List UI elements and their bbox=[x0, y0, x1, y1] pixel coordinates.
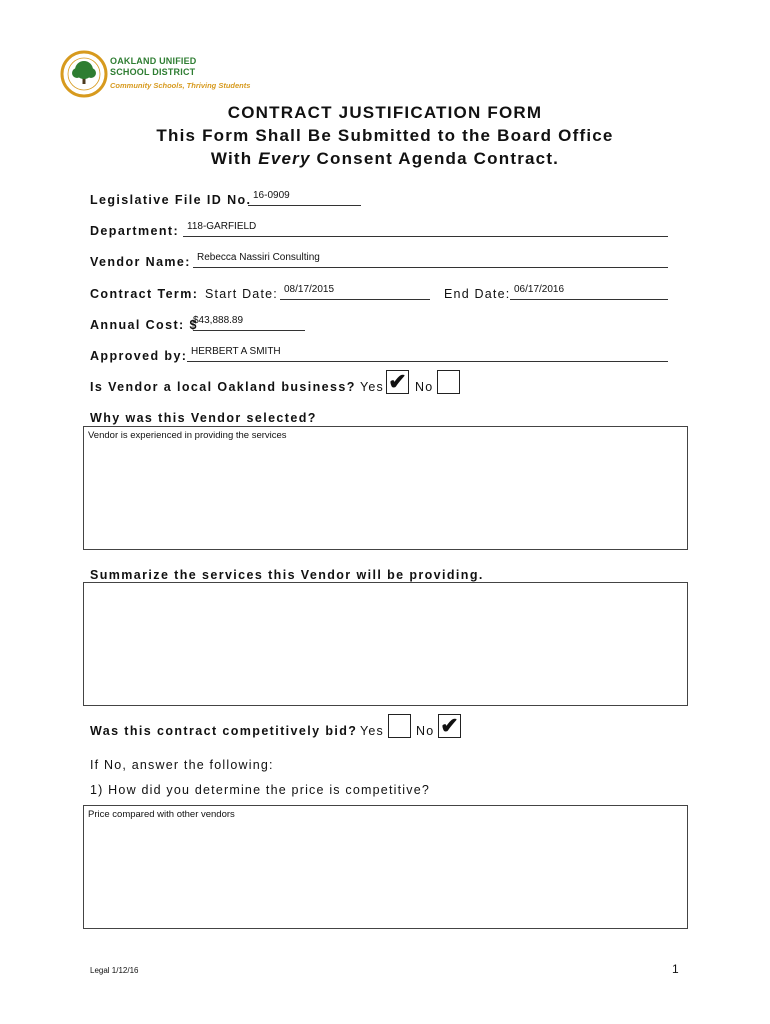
department-label: Department: bbox=[90, 224, 180, 238]
services-textbox[interactable] bbox=[83, 582, 688, 706]
annual-cost-underline bbox=[193, 330, 305, 331]
local-business-question: Is Vendor a local Oakland business? bbox=[90, 380, 356, 394]
price-competitive-textbox[interactable] bbox=[83, 805, 688, 929]
vendor-name-field[interactable]: Rebecca Nassiri Consulting bbox=[197, 252, 320, 263]
logo-tagline: Community Schools, Thriving Students bbox=[110, 81, 251, 90]
approved-by-underline bbox=[187, 361, 668, 362]
department-field[interactable]: 118-GARFIELD bbox=[187, 221, 257, 232]
form-title: CONTRACT JUSTIFICATION FORM bbox=[227, 103, 543, 122]
logo-name-line2: SCHOOL DISTRICT bbox=[110, 67, 196, 77]
legislative-file-underline bbox=[248, 205, 361, 206]
legislative-file-field[interactable]: 16-0909 bbox=[253, 190, 290, 201]
district-logo bbox=[60, 50, 260, 100]
footer-revision: Legal 1/12/16 bbox=[90, 966, 139, 975]
start-date-underline bbox=[280, 299, 430, 300]
competitive-bid-no-checkbox[interactable] bbox=[438, 714, 461, 738]
price-competitive-question: 1) How did you determine the price is competitive? bbox=[90, 783, 430, 797]
competitive-bid-yes-checkbox[interactable] bbox=[388, 714, 411, 738]
end-date-label: End Date: bbox=[444, 287, 511, 301]
local-business-no-label: No bbox=[415, 380, 434, 394]
competitive-bid-yes-label: Yes bbox=[360, 724, 384, 738]
check-icon: ✔ bbox=[440, 713, 459, 738]
local-business-yes-checkbox[interactable] bbox=[386, 370, 409, 394]
district-seal-icon bbox=[60, 50, 108, 98]
services-question: Summarize the services this Vendor will be providing. bbox=[90, 568, 484, 582]
why-selected-textbox[interactable] bbox=[83, 426, 688, 550]
vendor-name-label: Vendor Name: bbox=[90, 255, 191, 269]
start-date-field[interactable]: 08/17/2015 bbox=[284, 284, 335, 295]
annual-cost-field[interactable]: $43,888.89 bbox=[193, 315, 244, 326]
approved-by-field[interactable]: HERBERT A SMITH bbox=[191, 346, 281, 357]
form-subtitle-1: This Form Shall Be Submitted to the Board Office bbox=[156, 126, 614, 145]
local-business-yes-label: Yes bbox=[360, 380, 384, 394]
department-underline bbox=[183, 236, 668, 237]
competitive-bid-question: Was this contract competitively bid? bbox=[90, 724, 358, 738]
annual-cost-label: Annual Cost: $ bbox=[90, 318, 198, 332]
price-competitive-answer: Price compared with other vendors bbox=[88, 809, 235, 820]
check-icon: ✔ bbox=[388, 369, 407, 394]
legislative-file-label: Legislative File ID No. bbox=[90, 193, 252, 207]
page-number: 1 bbox=[672, 962, 679, 976]
approved-by-label: Approved by: bbox=[90, 349, 188, 363]
local-business-no-checkbox[interactable] bbox=[437, 370, 460, 394]
contract-term-label: Contract Term: bbox=[90, 287, 199, 301]
end-date-underline bbox=[510, 299, 668, 300]
start-date-label: Start Date: bbox=[205, 287, 278, 301]
why-selected-answer: Vendor is experienced in providing the services bbox=[88, 430, 287, 441]
why-selected-question: Why was this Vendor selected? bbox=[90, 411, 317, 425]
logo-name-line1: OAKLAND UNIFIED bbox=[110, 56, 197, 66]
end-date-field[interactable]: 06/17/2016 bbox=[514, 284, 565, 295]
if-no-intro: If No, answer the following: bbox=[90, 758, 274, 772]
services-answer bbox=[84, 583, 687, 589]
vendor-name-underline bbox=[193, 267, 668, 268]
form-subtitle-2: With Every Consent Agenda Contract. bbox=[210, 149, 560, 168]
competitive-bid-no-label: No bbox=[416, 724, 435, 738]
